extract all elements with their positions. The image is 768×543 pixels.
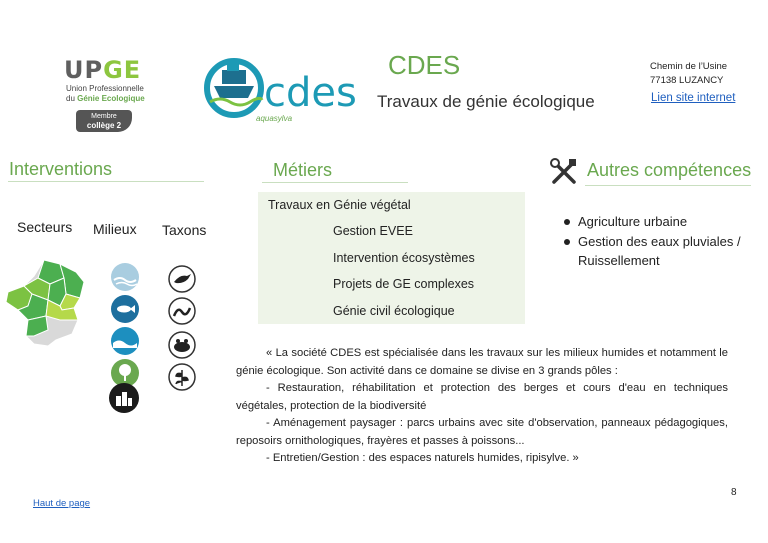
company-description — [236, 345, 728, 468]
address-line2: 77138 LUZANCY — [650, 75, 724, 86]
metier-item: Travaux en Génie végétal — [268, 198, 411, 212]
description-intro: « La société CDES est spécialisée dans les travaux sur les milieux humides et notamment le génie écologique. Son activité dans ce domaine se divise en 3 grands pôles : — [236, 347, 728, 377]
competence-item: Gestion des eaux pluviales / Ruissellement — [562, 232, 742, 271]
cdes-logo-text: cdes — [264, 70, 357, 116]
autres-divider — [585, 185, 751, 186]
description-pole1: - Restauration, réhabilitation et protection des berges et cours d'eau en techniques végétales, protection de la biodiversité — [236, 382, 728, 412]
autres-title: Autres compétences — [587, 160, 752, 180]
upge-logo-title: UPGE — [64, 56, 142, 84]
france-regions-map — [4, 258, 90, 348]
competence-item: Agriculture urbaine — [562, 212, 742, 232]
wetland-icon — [110, 262, 140, 292]
metier-item: Génie civil écologique — [333, 304, 455, 318]
metier-item: Projets de GE complexes — [333, 277, 475, 291]
description-pole2: - Aménagement paysager : parcs urbains avec site d'observation, panneaux pédagogiques, reposoirs ornithologiques, frayères et passes à poissons... — [236, 417, 728, 447]
coastal-icon — [110, 326, 140, 356]
upge-logo-line2: du Génie Ecologique — [66, 94, 145, 103]
address-line1: Chemin de l’Usine — [650, 61, 728, 72]
upge-member-badge: Membre collège 2 — [76, 110, 132, 132]
metier-item: Gestion EVEE — [333, 224, 413, 238]
tools-icon — [550, 158, 578, 186]
snake-icon — [167, 296, 197, 326]
aquasylva-label: aquasylva — [256, 114, 293, 123]
metier-item: Intervention écosystèmes — [333, 251, 475, 265]
interventions-divider — [8, 181, 204, 182]
plant-icon — [167, 362, 197, 392]
bird-icon — [167, 264, 197, 294]
back-to-top-link[interactable]: Haut de page — [33, 498, 91, 509]
company-subtitle: Travaux de génie écologique — [377, 92, 595, 111]
description-pole3: - Entretien/Gestion : des espaces naturels humides, ripisylve. » — [266, 452, 579, 464]
frog-icon — [167, 330, 197, 360]
urban-industrial-icon — [108, 382, 140, 414]
river-fish-icon — [110, 294, 140, 324]
milieux-label: Milieux — [93, 221, 137, 237]
website-link[interactable]: Lien site internet — [651, 92, 736, 104]
interventions-title: Interventions — [9, 159, 113, 179]
page-number: 8 — [731, 487, 737, 498]
upge-logo-line1: Union Professionnelle — [66, 84, 144, 93]
metiers-title: Métiers — [273, 160, 333, 180]
taxons-label: Taxons — [162, 222, 207, 238]
company-name: CDES — [388, 50, 461, 80]
metiers-divider — [262, 182, 408, 183]
autres-competences-list — [562, 212, 742, 271]
secteurs-label: Secteurs — [17, 219, 73, 235]
